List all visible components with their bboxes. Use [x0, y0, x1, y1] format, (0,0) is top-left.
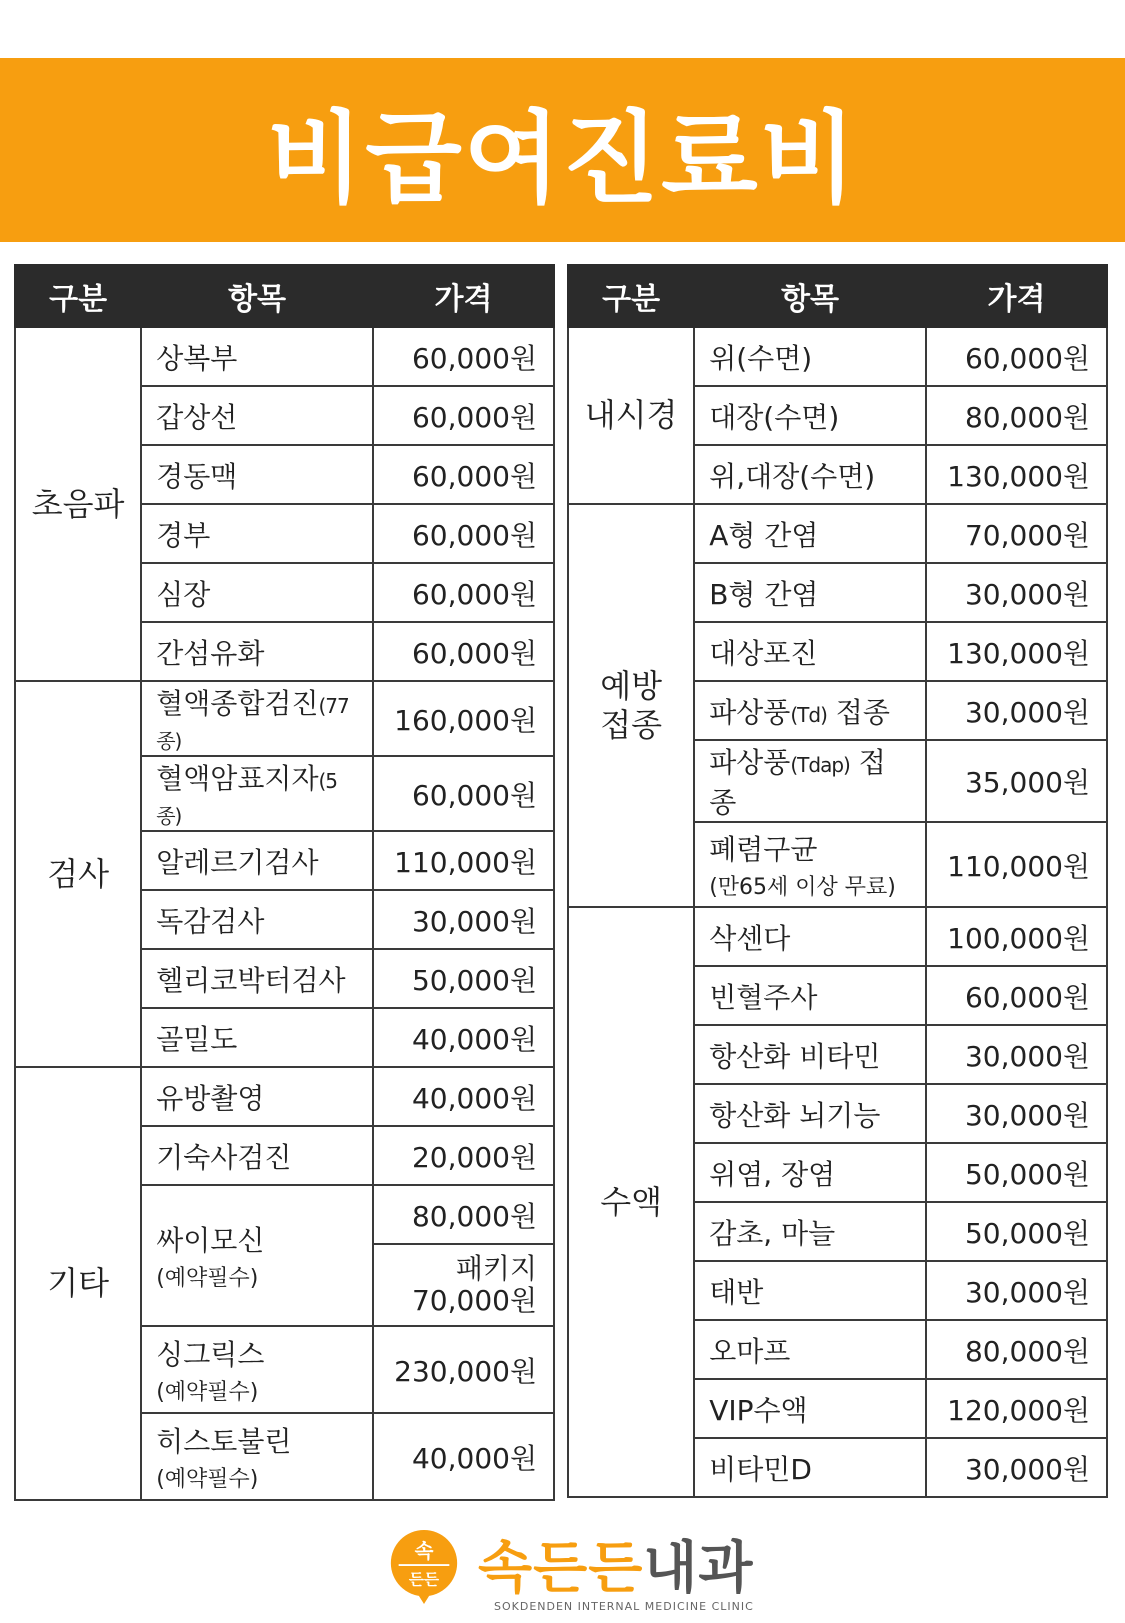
item-name: 알레르기검사 — [141, 831, 373, 890]
logo-mark-top: 속 — [414, 1539, 434, 1563]
item-price: 230,000원 — [373, 1326, 554, 1413]
item-name: 독감검사 — [141, 890, 373, 949]
item-price: 60,000원 — [373, 504, 554, 563]
item-name: 항산화 뇌기능 — [694, 1084, 926, 1143]
item-price: 60,000원 — [373, 327, 554, 386]
title-banner — [0, 58, 1125, 242]
item-price: 60,000원 — [373, 756, 554, 831]
clinic-name-en: SOKDENDEN INTERNAL MEDICINE CLINIC — [494, 1600, 754, 1613]
item-price: 30,000원 — [926, 681, 1107, 740]
item-name: 비타민D — [694, 1438, 926, 1497]
item-name: 갑상선 — [141, 386, 373, 445]
item-note: (5종) — [156, 769, 338, 828]
category-vaccination: 예방 접종 — [568, 504, 694, 907]
category-ultrasound: 초음파 — [15, 327, 141, 681]
item-price: 70,000원 — [926, 504, 1107, 563]
item-name: 오마프 — [694, 1320, 926, 1379]
item-name: 혈액암표지자(5종) — [141, 756, 373, 831]
item-price: 80,000원 — [926, 1320, 1107, 1379]
item-price: 50,000원 — [926, 1202, 1107, 1261]
item-name: 대장(수면) — [694, 386, 926, 445]
category-etc: 기타 — [15, 1067, 141, 1500]
item-price: 80,000원 — [926, 386, 1107, 445]
item-name: A형 간염 — [694, 504, 926, 563]
item-price: 80,000원 — [373, 1185, 554, 1244]
item-note: (Tdap) — [790, 753, 850, 777]
item-price: 110,000원 — [926, 822, 1107, 907]
table-row — [568, 907, 1107, 966]
item-price: 60,000원 — [373, 622, 554, 681]
header-category: 구분 — [15, 265, 141, 327]
item-name: 상복부 — [141, 327, 373, 386]
table-row — [15, 327, 554, 386]
item-name: 싸이모신 (예약필수) — [141, 1185, 373, 1326]
item-price: 30,000원 — [373, 890, 554, 949]
package-price: 패키지 70,000원 — [373, 1244, 554, 1326]
item-price: 60,000원 — [926, 966, 1107, 1025]
item-name: 항산화 비타민 — [694, 1025, 926, 1084]
item-price: 40,000원 — [373, 1067, 554, 1126]
clinic-name: 속든든내과 — [478, 1536, 754, 1601]
table-row — [15, 1067, 554, 1126]
item-note: (예약필수) — [156, 1266, 259, 1291]
footer — [0, 1510, 1125, 1623]
item-name: 혈액종합검진(77종) — [141, 681, 373, 756]
item-name: 간섬유화 — [141, 622, 373, 681]
item-price: 160,000원 — [373, 681, 554, 756]
price-table-left — [14, 264, 555, 1501]
item-name: 파상풍(Tdap) 접종 — [694, 740, 926, 822]
item-price: 40,000원 — [373, 1413, 554, 1500]
item-price: 20,000원 — [373, 1126, 554, 1185]
item-price: 60,000원 — [373, 445, 554, 504]
item-price: 130,000원 — [926, 445, 1107, 504]
clinic-logo-icon — [385, 1528, 463, 1606]
item-price: 60,000원 — [373, 386, 554, 445]
item-note: (예약필수) — [156, 1380, 259, 1405]
header-category: 구분 — [568, 265, 694, 327]
item-note: (Td) — [790, 702, 827, 727]
item-price: 40,000원 — [373, 1008, 554, 1067]
logo-mark-bottom: 든든 — [408, 1570, 440, 1589]
item-price: 30,000원 — [926, 1438, 1107, 1497]
item-name: 파상풍(Td) 접종 — [694, 681, 926, 740]
item-price: 30,000원 — [926, 1025, 1107, 1084]
item-price: 35,000원 — [926, 740, 1107, 822]
table-row — [15, 681, 554, 756]
item-price: 30,000원 — [926, 563, 1107, 622]
item-name: 위(수면) — [694, 327, 926, 386]
table-header-row — [568, 265, 1107, 327]
table-row — [568, 327, 1107, 386]
item-name: B형 간염 — [694, 563, 926, 622]
item-name: 대상포진 — [694, 622, 926, 681]
item-name: 위염, 장염 — [694, 1143, 926, 1202]
header-price: 가격 — [926, 265, 1107, 327]
item-name: VIP수액 — [694, 1379, 926, 1438]
item-name: 빈혈주사 — [694, 966, 926, 1025]
item-note: (만65세 이상 무료) — [709, 875, 896, 900]
item-name: 경동맥 — [141, 445, 373, 504]
item-name: 심장 — [141, 563, 373, 622]
item-price: 50,000원 — [926, 1143, 1107, 1202]
item-price: 30,000원 — [926, 1261, 1107, 1320]
item-name: 유방촬영 — [141, 1067, 373, 1126]
item-name: 태반 — [694, 1261, 926, 1320]
item-name: 경부 — [141, 504, 373, 563]
item-name: 감초, 마늘 — [694, 1202, 926, 1261]
item-name: 히스토불린 (예약필수) — [141, 1413, 373, 1500]
category-endoscopy: 내시경 — [568, 327, 694, 504]
item-name: 삭센다 — [694, 907, 926, 966]
item-name: 헬리코박터검사 — [141, 949, 373, 1008]
item-note: (예약필수) — [156, 1467, 259, 1492]
header-item: 항목 — [694, 265, 926, 327]
item-name: 위,대장(수면) — [694, 445, 926, 504]
header-price: 가격 — [373, 265, 554, 327]
item-price: 60,000원 — [373, 563, 554, 622]
page-title: 비급여진료비 — [266, 100, 859, 217]
item-name: 폐렴구균 (만65세 이상 무료) — [694, 822, 926, 907]
price-table-right — [567, 264, 1108, 1498]
item-price: 110,000원 — [373, 831, 554, 890]
category-tests: 검사 — [15, 681, 141, 1067]
table-header-row — [15, 265, 554, 327]
category-iv: 수액 — [568, 907, 694, 1497]
table-row — [568, 504, 1107, 563]
item-price: 50,000원 — [373, 949, 554, 1008]
item-name: 골밀도 — [141, 1008, 373, 1067]
item-price: 120,000원 — [926, 1379, 1107, 1438]
header-item: 항목 — [141, 265, 373, 327]
item-price: 30,000원 — [926, 1084, 1107, 1143]
item-price: 60,000원 — [926, 327, 1107, 386]
item-name: 싱그릭스 (예약필수) — [141, 1326, 373, 1413]
item-price: 100,000원 — [926, 907, 1107, 966]
item-price: 130,000원 — [926, 622, 1107, 681]
item-name: 기숙사검진 — [141, 1126, 373, 1185]
item-note: (77종) — [156, 694, 349, 753]
